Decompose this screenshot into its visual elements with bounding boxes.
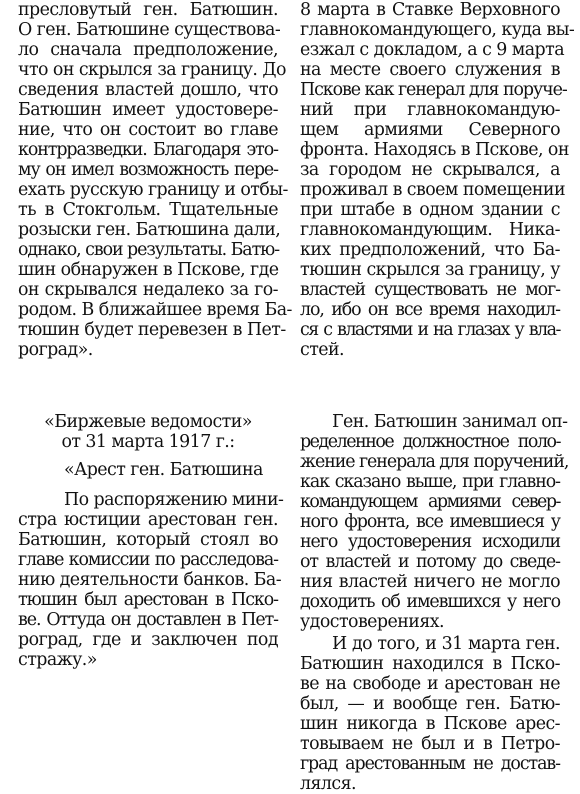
text-line: щем армиями Северного <box>300 120 560 140</box>
text-line: Батюшин имеет удостовере- <box>18 100 278 120</box>
text-line: ний при главнокомандую- <box>300 100 560 120</box>
text-line: властей существовать не мог- <box>300 280 560 300</box>
right-column-bottom <box>300 412 569 794</box>
text-line: фронта. Находясь в Пскове, он <box>300 140 569 160</box>
text-line: него удостоверения исходили <box>300 532 560 552</box>
text-line: главнокомандующего, куда вы- <box>300 20 575 40</box>
text-line: командующем армиями север- <box>300 492 560 512</box>
text-line: шин никогда в Пскове арес- <box>300 714 560 734</box>
text-line: на месте своего служения в <box>300 60 560 80</box>
text-line: стей. <box>300 340 345 360</box>
source-date: от 31 марта 1917 г.: <box>61 432 235 452</box>
text-line: ние, что он состоит во главе <box>18 120 278 140</box>
text-line: доходить об имевшихся у него <box>300 592 560 612</box>
text-line: По распоряжению мини- <box>64 490 284 510</box>
text-line: товываем не был и в Петро- <box>300 734 560 754</box>
text-line: как сказано выше, при главно- <box>300 472 560 492</box>
text-line: Пскове как генерал для поруче- <box>300 80 567 100</box>
text-line: от властей и потому до сведе- <box>300 552 560 572</box>
text-line: удостоверениях. <box>300 612 444 632</box>
text-line: ехать русскую границу и отбы- <box>18 180 288 200</box>
text-line: ких предположений, что Ба- <box>300 240 560 260</box>
text-line: ся с властями и на глазах у вла- <box>300 320 560 340</box>
text-line: град арестованным не достав- <box>300 754 560 774</box>
right-column-top <box>300 0 575 360</box>
text-line: ределенное должностное поло- <box>300 432 560 452</box>
text-line: тюшин будет перевезен в Пет- <box>18 320 286 340</box>
text-line: ного фронта, все имевшиеся у <box>300 512 560 532</box>
text-line: стражу.» <box>18 650 97 670</box>
text-line: му он имел возможность пере- <box>18 160 278 180</box>
text-line: родом. В ближайшее время Ба- <box>18 300 292 320</box>
text-line: пресловутый ген. Батюшин. <box>18 0 278 20</box>
text-line: Батюшин находился в Пско- <box>300 654 560 674</box>
text-line: стра юстиции арестован ген. <box>18 510 278 530</box>
text-line: нию деятельности банков. Ба- <box>18 570 282 590</box>
text-line: что он скрылся за границу. До <box>18 60 286 80</box>
quote-title: «Арест ген. Батюшина <box>64 460 263 480</box>
text-line: ло, ибо он все время находил- <box>300 300 560 320</box>
text-line: он скрывался недалеко за го- <box>18 280 278 300</box>
text-line: И до того, и 31 марта ген. <box>332 634 560 654</box>
text-line: однако, свои результаты. Батю- <box>18 240 280 260</box>
text-line: 8 марта в Ставке Верховного <box>300 0 560 20</box>
text-line: при штабе в одном здании с <box>300 200 560 220</box>
text-line: роград». <box>18 340 93 360</box>
text-line: ве. Оттуда он доставлен в Пет- <box>18 610 278 630</box>
text-line: шин обнаружен в Пскове, где <box>18 260 279 280</box>
text-line: проживал в своем помещении <box>300 180 565 200</box>
text-line: Ген. Батюшин занимал оп- <box>332 412 568 432</box>
text-line: ве на свободе и арестован не <box>300 674 560 694</box>
text-line: тюшин скрылся за границу, у <box>300 260 560 280</box>
source-title: «Биржевые ведомости» <box>44 412 252 432</box>
text-line: Батюшин, который стоял во <box>18 530 278 550</box>
text-line: ния властей ничего не могло <box>300 572 560 592</box>
text-line: ло сначала предположение, <box>18 40 278 60</box>
text-line: сведения властей дошло, что <box>18 80 278 100</box>
left-column-top <box>18 0 292 360</box>
text-line: главе комиссии по расследова- <box>18 550 278 570</box>
text-line: ть в Стокгольм. Тщательные <box>18 200 278 220</box>
text-line: лялся. <box>300 774 357 794</box>
text-line: за городом не скрывался, а <box>300 160 560 180</box>
text-line: розыски ген. Батюшина дали, <box>18 220 281 240</box>
text-line: тюшин был арестован в Пско- <box>18 590 278 610</box>
text-line: главнокомандующим. Ника- <box>300 220 560 240</box>
text-line: О ген. Батюшине существова- <box>18 20 281 40</box>
left-column-bottom <box>18 412 284 672</box>
text-line: контрразведки. Благодаря это- <box>18 140 278 160</box>
text-line: роград, где и заключен под <box>18 630 278 650</box>
text-line: езжал с докладом, а с 9 марта <box>300 40 565 60</box>
text-line: был, — и вообще ген. Батю- <box>300 694 560 714</box>
text-line: жение генерала для поручений, <box>300 452 569 472</box>
